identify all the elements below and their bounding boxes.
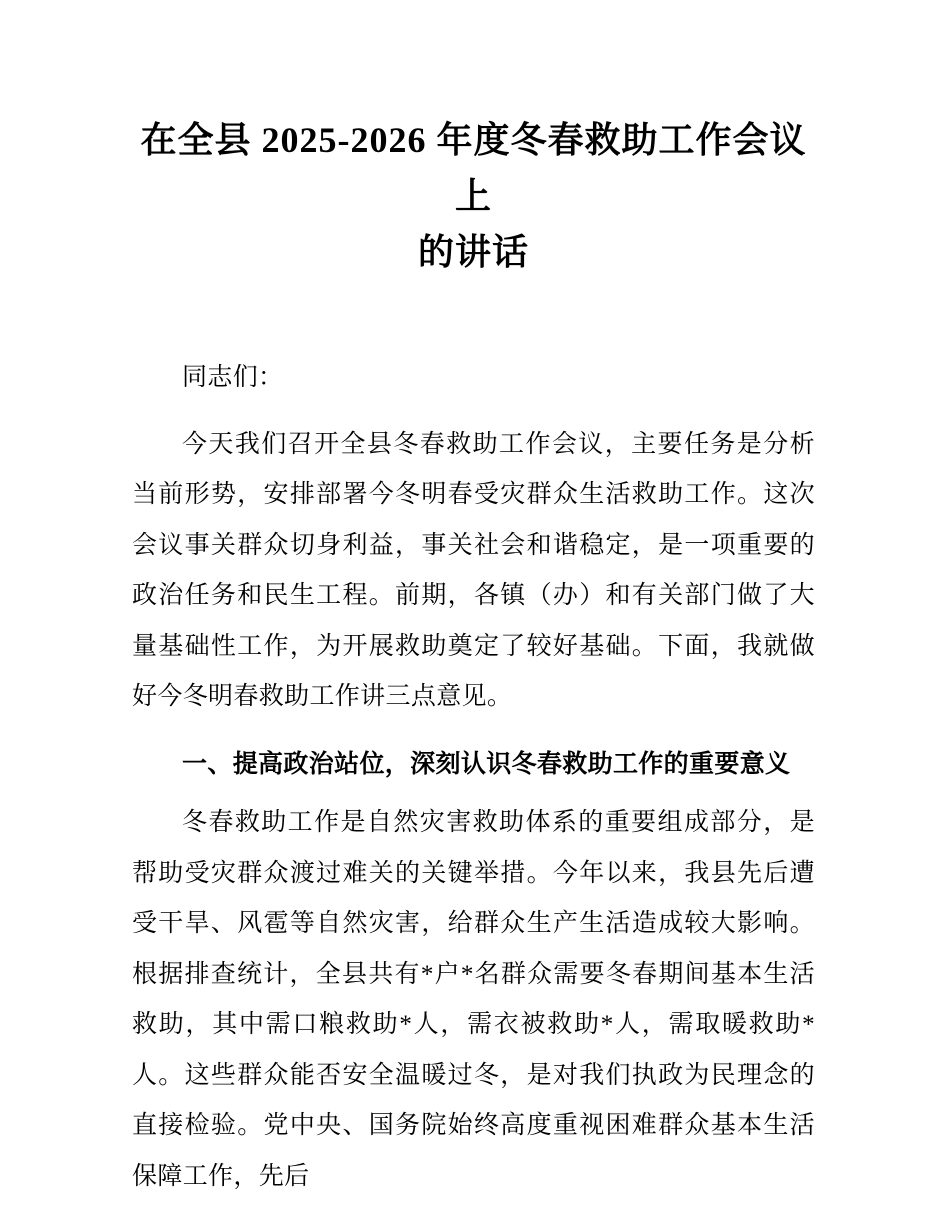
document-title-line-2: 的讲话 [417,232,529,272]
salutation: 同志们： [182,364,284,391]
section-heading-1: 一、提高政治站位，深刻认识冬春救助工作的重要意义 [182,749,791,778]
paragraph-2: 冬春救助工作是自然灾害救助体系的重要组成部分，是帮助受灾群众渡过难关的关键举措。今年以来，我县先后遭受干旱、风雹等自然灾害，给群众生产生活造成较大影响。根据排查统计，全县共有*户*名群众需要冬春期间基本生活救助，其中需口粮救助*人，需衣被救助*人，需取暖救助*人。这些群众能否安全温暖过冬，是对我们执政为民理念的直接检验。党中央、国务院始终高度重视困难群众基本生活保障工作，先后 [132,809,815,1190]
document-title [132,112,815,280]
document-title-line-1: 在全县 2025-2026 年度冬春救助工作会议上 [140,120,807,216]
paragraph-1: 今天我们召开全县冬春救助工作会议，主要任务是分析当前形势，安排部署今冬明春受灾群众生活救助工作。这次会议事关群众切身利益，事关社会和谐稳定，是一项重要的政治任务和民生工程。前期，各镇（办）和有关部门做了大量基础性工作，为开展救助奠定了较好基础。下面，我就做好今冬明春救助工作讲三点意见。 [132,430,815,710]
